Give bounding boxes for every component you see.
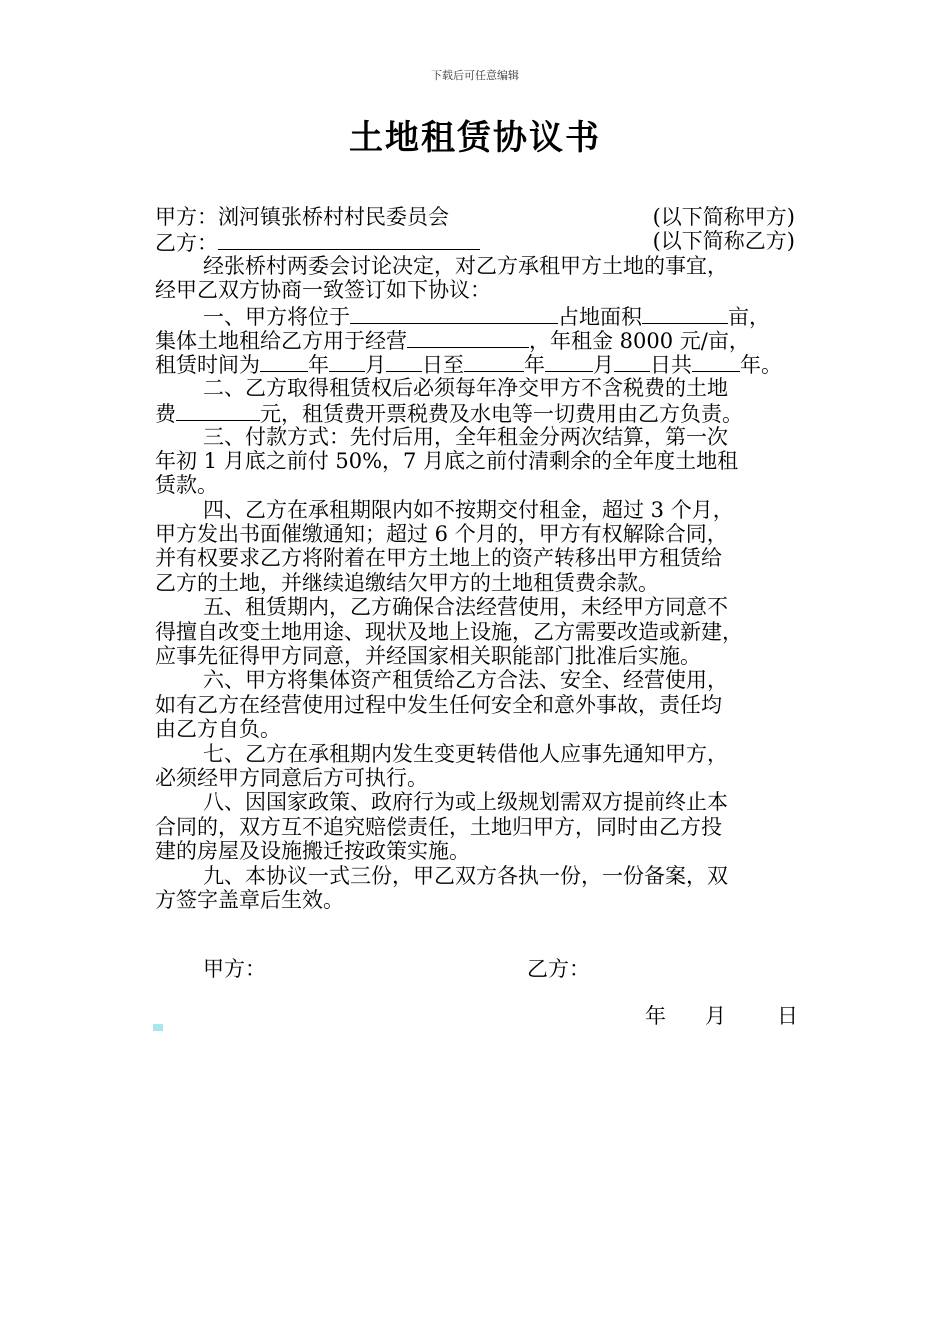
clause-5-line-1: 五、租赁期内，乙方确保合法经营使用，未经甲方同意不 [203, 595, 728, 620]
end-month-label: 月 [593, 353, 614, 378]
party-a-note: (以下简称甲方) [652, 205, 795, 229]
clause-1-text-d: 集体土地租给乙方用于经营 [155, 328, 407, 353]
date-year-label: 年 [645, 1004, 666, 1028]
clause-2-text-b: 元，租赁费开票税费及水电等一切费用由乙方负责。 [260, 402, 743, 427]
location-blank [350, 303, 558, 324]
clause-3-line-1: 三、付款方式：先付后用，全年租金分两次结算，第一次 [203, 424, 728, 449]
party-a-line [155, 205, 805, 229]
clause-1-text-f: 租赁时间为 [155, 353, 260, 378]
total-years-label: 年。 [740, 353, 782, 378]
clause-2-text-a: 费 [155, 402, 176, 427]
start-day-blank [386, 351, 422, 372]
start-month-label: 月 [365, 353, 386, 378]
end-day-label: 日共 [650, 353, 692, 378]
start-year-label: 年 [308, 353, 329, 378]
clause-1-text-a: 一、甲方将位于 [203, 304, 350, 329]
start-year-blank [260, 351, 308, 372]
area-blank [642, 303, 728, 324]
clause-1-text-e: ，年租金 8000 元/亩， [529, 328, 750, 353]
agreement-body [155, 205, 805, 912]
header-note: 下载后可任意编辑 [431, 69, 519, 82]
clause-6-line-1: 六、甲方将集体资产租赁给乙方合法、安全、经营使用， [203, 668, 728, 693]
clause-4-line-4: 乙方的土地，并继续追缴结欠甲方的土地租赁费余款。 [155, 570, 659, 595]
clause-4-line-2: 甲方发出书面催缴通知；超过 6 个月的，甲方有权解除合同， [155, 522, 728, 547]
clause-1-line-1 [155, 303, 805, 327]
party-b-label: 乙方： [155, 231, 218, 256]
clause-8-line-1: 八、因国家政策、政府行为或上级规划需双方提前终止本 [203, 790, 728, 815]
clause-1-text-c: 亩， [728, 304, 770, 329]
clause-3-line-2: 年初 1 月底之前付 50%，7 月底之前付清剩余的全年度土地租 [155, 448, 739, 473]
end-day-blank [614, 351, 650, 372]
clause-1-line-2 [155, 327, 805, 351]
total-years-blank [692, 351, 740, 372]
start-day-label: 日至 [422, 353, 464, 378]
clause-8-line-3: 建的房屋及设施搬迁按政策实施。 [155, 839, 470, 864]
signature-party-a: 甲方： [203, 957, 266, 981]
intro-line-2: 经甲乙双方协商一致签订如下协议： [155, 278, 491, 303]
fee-blank [176, 400, 260, 421]
party-a-text: 甲方：浏河镇张桥村村民委员会 [155, 205, 449, 229]
clause-6-line-3: 由乙方自负。 [155, 717, 281, 742]
clause-1-text-b: 占地面积 [558, 304, 642, 329]
party-b-line [155, 229, 805, 256]
clause-7-line-2: 必须经甲方同意后方可执行。 [155, 765, 428, 790]
cyan-marker [153, 1024, 163, 1031]
clause-1-line-3 [155, 351, 805, 378]
clause-8-line-2: 合同的，双方互不追究赔偿责任，土地归甲方，同时由乙方投 [155, 814, 722, 839]
clause-4-line-3: 并有权要求乙方将附着在甲方土地上的资产转移出甲方租赁给 [155, 546, 722, 571]
start-month-blank [329, 351, 365, 372]
clause-5-line-2: 得擅自改变土地用途、现状及地上设施，乙方需要改造或新建， [155, 619, 743, 644]
end-month-blank [545, 351, 593, 372]
signature-party-b: 乙方： [527, 957, 590, 981]
intro-line-1: 经张桥村两委会讨论决定，对乙方承租甲方土地的事宜， [203, 253, 728, 278]
clause-3-line-3: 赁款。 [155, 473, 218, 498]
date-day-label: 日 [777, 1004, 798, 1028]
clause-6-line-2: 如有乙方在经营使用过程中发生任何安全和意外事故，责任均 [155, 692, 722, 717]
document-title: 土地租赁协议书 [349, 118, 601, 158]
clause-2-line-1: 二、乙方取得租赁权后必须每年净交甲方不含税费的土地 [203, 375, 728, 400]
clause-9-line-1: 九、本协议一式三份，甲乙双方各执一份，一份备案，双 [203, 863, 728, 888]
clause-9-line-2: 方签字盖章后生效。 [155, 887, 344, 912]
business-blank [407, 327, 529, 348]
clause-7-line-1: 七、乙方在承租期内发生变更转借他人应事先通知甲方， [203, 741, 728, 766]
clause-4-line-1: 四、乙方在承租期限内如不按期交付租金，超过 3 个月， [203, 497, 734, 522]
date-month-label: 月 [705, 1004, 726, 1028]
party-b-note: (以下简称乙方) [652, 229, 795, 254]
party-b-blank [218, 229, 480, 250]
end-year-label: 年 [524, 353, 545, 378]
clause-2-line-2 [155, 400, 805, 427]
clause-5-line-3: 应事先征得甲方同意，并经国家相关职能部门批准后实施。 [155, 644, 701, 669]
end-year-blank [464, 351, 524, 372]
